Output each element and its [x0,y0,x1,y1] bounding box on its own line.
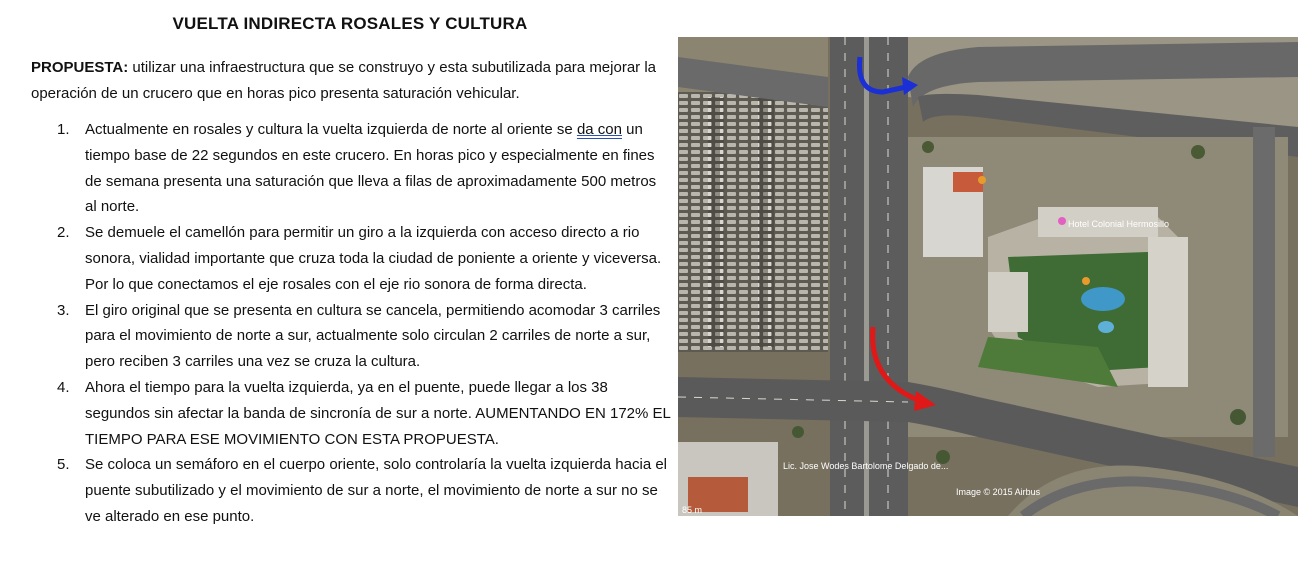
underlined-text: da con [576,121,622,138]
list-number: 2. [57,224,70,242]
page-title: VUELTA INDIRECTA ROSALES Y CULTURA [172,14,528,33]
street-label: Lic. Jose Wodes Bartolome Delgado de... [783,461,949,471]
list-number: 4. [57,378,70,396]
list-item [31,117,671,220]
hotel-label: Hotel Colonial Hermosillo [1068,219,1170,229]
list-item [31,375,671,452]
list-item [31,220,671,297]
intro-text: utilizar una infraestructura que se construyo y esta subutilizada para mejorar la operación de un crucero que en horas pico presenta saturación vehicular. [31,59,657,102]
list-text: El giro original que se presenta en cultura se cancela, permitiendo acomodar 3 carriles para el movimiento de norte a sur, actualmente solo circulan 2 carriles de norte a sur, pero reciben 3 carriles una vez se cruza la cultura. [85,301,661,371]
list-text: un tiempo base de 22 segundos en este crucero. En horas pico y especialmente en fines de semana presenta una saturación que lleva a filas de aproximadamente 500 metros al norte. [85,121,657,216]
list-item [31,298,671,375]
list-number: 5. [57,456,70,474]
list-text: Ahora el tiempo para la vuelta izquierda, ya en el puente, puede llegar a los 38 segundos sin afectar la banda de sincronía de sur a norte. AUMENTANDO EN 172% EL TIEMPO PARA ESE MOVIMIENTO CON ESTA PROPUESTA. [85,378,671,448]
intro-label: PROPUESTA: [31,59,129,76]
imagery-credit: Image © 2015 Airbus [956,487,1041,497]
scale-label: 85 m [682,505,703,515]
proposal-list [31,117,671,530]
list-text: Se coloca un semáforo en el cuerpo oriente, solo controlaría la vuelta izquierda hacia el puente subutilizado y el movimiento de sur a norte, el movimiento de norte a sur no se ve alterado en ese punto. [85,456,668,525]
satellite-map-image [678,37,1298,516]
list-number: 1. [57,121,70,138]
list-text: Se demuele el camellón para permitir un giro a la izquierda con acceso directo a rio sonora, vialidad importante que cruza toda la ciudad de poniente a oriente y viceversa. Por lo que conectamos el eje rosales con el eje rio sonora de forma directa. [85,224,662,293]
intro-paragraph [31,55,666,106]
list-item [31,452,671,529]
list-number: 3. [57,301,70,319]
list-text: Actualmente en rosales y cultura la vuelta izquierda de norte al oriente se [85,121,577,138]
